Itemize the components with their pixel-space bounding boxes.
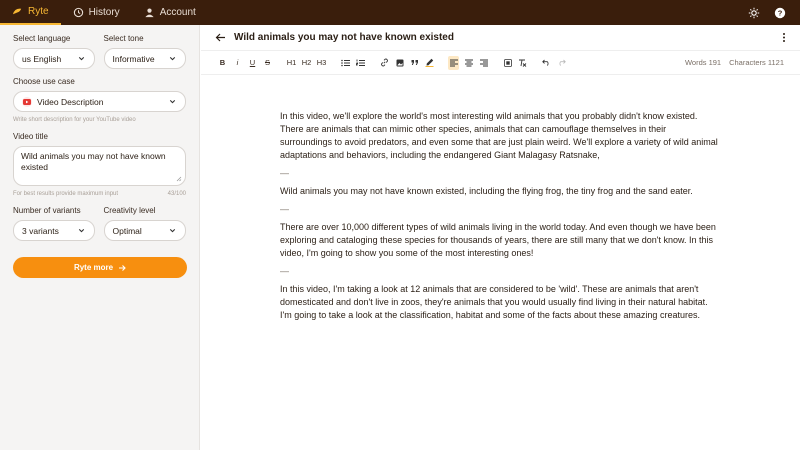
tab-history-label: History — [88, 7, 120, 18]
more-options-icon[interactable] — [782, 32, 786, 43]
svg-text:?: ? — [777, 8, 783, 18]
document-title: Wild animals you may not have known existed — [234, 32, 454, 43]
separator: — — [280, 266, 289, 276]
clear-format-icon[interactable] — [517, 56, 528, 70]
creativity-label: Creativity level — [103, 206, 156, 215]
paragraph: In this video, we'll explore the world's most interesting wild animals that you probably didn't know existed. There are animals that can mimic other species, animals that can camouflage themselves in their surroundings to avoid predators, and even some that are just plain weird. We'll explore a variety of wild animal adaptations and behaviors, including the endangered Giant Malagasy Ratsnake, — [280, 111, 718, 160]
editor-header — [201, 25, 800, 51]
chevron-down-icon — [168, 54, 177, 63]
creativity-select[interactable] — [104, 220, 187, 241]
video-title-value: Wild animals you may not have known existed — [21, 151, 166, 173]
chevron-down-icon — [168, 226, 177, 235]
resize-handle-icon[interactable] — [176, 176, 182, 182]
bold-button[interactable]: B — [219, 58, 226, 67]
image-icon[interactable] — [394, 56, 405, 70]
creativity-value: Optimal — [112, 225, 142, 236]
user-icon — [144, 7, 155, 18]
embed-icon[interactable] — [502, 56, 513, 70]
paragraph: In this video, I'm taking a look at 12 animals that are considered to be 'wild'. These are animals that aren't domesticated and don't live in zoos, they're animals that you would usually find living in their natural habitat. I'm going to take a look at the classification, habitat and some of the facts about these amazing creatures. — [280, 284, 708, 320]
tab-account[interactable] — [132, 0, 208, 25]
variants-select[interactable] — [13, 220, 95, 241]
separator: — — [280, 204, 289, 214]
heading3-button[interactable]: H3 — [316, 58, 327, 67]
italic-button[interactable]: i — [236, 58, 239, 67]
top-nav — [0, 0, 800, 25]
youtube-icon — [22, 97, 32, 107]
video-title-hint: For best results provide maximum input — [13, 191, 119, 197]
chevron-down-icon — [168, 97, 177, 106]
separator: — — [280, 168, 289, 178]
use-case-value: Video Description — [37, 96, 104, 107]
character-count: 43/100 — [167, 191, 186, 197]
heading1-button[interactable]: H1 — [286, 58, 297, 67]
character-total: Characters 1121 — [729, 58, 784, 67]
align-right-icon[interactable] — [478, 56, 489, 70]
variants-label: Number of variants — [13, 206, 81, 215]
back-arrow-icon[interactable] — [215, 32, 226, 43]
tab-ryte[interactable] — [0, 0, 61, 25]
undo-icon[interactable] — [541, 56, 552, 70]
settings-sidebar — [0, 25, 200, 450]
ryte-more-button[interactable] — [13, 257, 187, 278]
use-case-hint: Write short description for your YouTube video — [13, 117, 136, 123]
tone-label: Select tone — [103, 34, 144, 43]
strike-button[interactable]: S — [264, 58, 270, 67]
language-select[interactable] — [13, 48, 95, 69]
clock-icon — [73, 7, 84, 18]
highlight-pen-icon[interactable] — [424, 56, 435, 70]
ryte-more-label: Ryte more — [73, 263, 114, 272]
align-center-icon[interactable] — [463, 56, 474, 70]
language-label: Select language — [13, 34, 71, 43]
use-case-select[interactable] — [13, 91, 186, 112]
tone-value: Informative — [112, 53, 155, 64]
chevron-down-icon — [77, 226, 86, 235]
heading2-button[interactable]: H2 — [301, 58, 312, 67]
tab-ryte-label: Ryte — [28, 6, 49, 17]
help-icon[interactable] — [774, 7, 786, 19]
chevron-down-icon — [77, 54, 86, 63]
underline-button[interactable]: U — [249, 58, 256, 67]
video-title-input[interactable] — [13, 146, 186, 186]
arrow-right-icon — [118, 264, 126, 272]
quote-icon[interactable] — [409, 56, 420, 70]
tab-account-label: Account — [159, 7, 196, 18]
word-count: Words 191 — [684, 58, 722, 67]
link-icon[interactable] — [379, 56, 390, 70]
variants-value: 3 variants — [22, 225, 59, 236]
formatting-toolbar — [201, 51, 800, 75]
redo-icon[interactable] — [556, 56, 567, 70]
language-value: us English — [22, 53, 62, 64]
editor-content[interactable] — [280, 110, 720, 327]
paragraph: Wild animals you may not have known existed, including the flying frog, the tiny frog and the sand eater. — [280, 186, 693, 196]
tone-select[interactable] — [104, 48, 187, 69]
video-title-label: Video title — [13, 132, 48, 141]
numbered-list-icon[interactable] — [355, 56, 366, 70]
paragraph: There are over 10,000 different types of wild animals living in the world today. And even though we have been exploring and cataloging these species for thousands of years, there are still many that we don't know. In this video, I'm going to show you some of the most interesting ones! — [280, 222, 716, 258]
bullet-list-icon[interactable] — [340, 56, 351, 70]
sun-icon[interactable] — [748, 7, 760, 19]
tab-history[interactable] — [61, 0, 132, 25]
use-case-label: Choose use case — [13, 77, 75, 86]
align-left-icon[interactable] — [448, 56, 459, 70]
ryte-logo-icon — [12, 6, 23, 17]
